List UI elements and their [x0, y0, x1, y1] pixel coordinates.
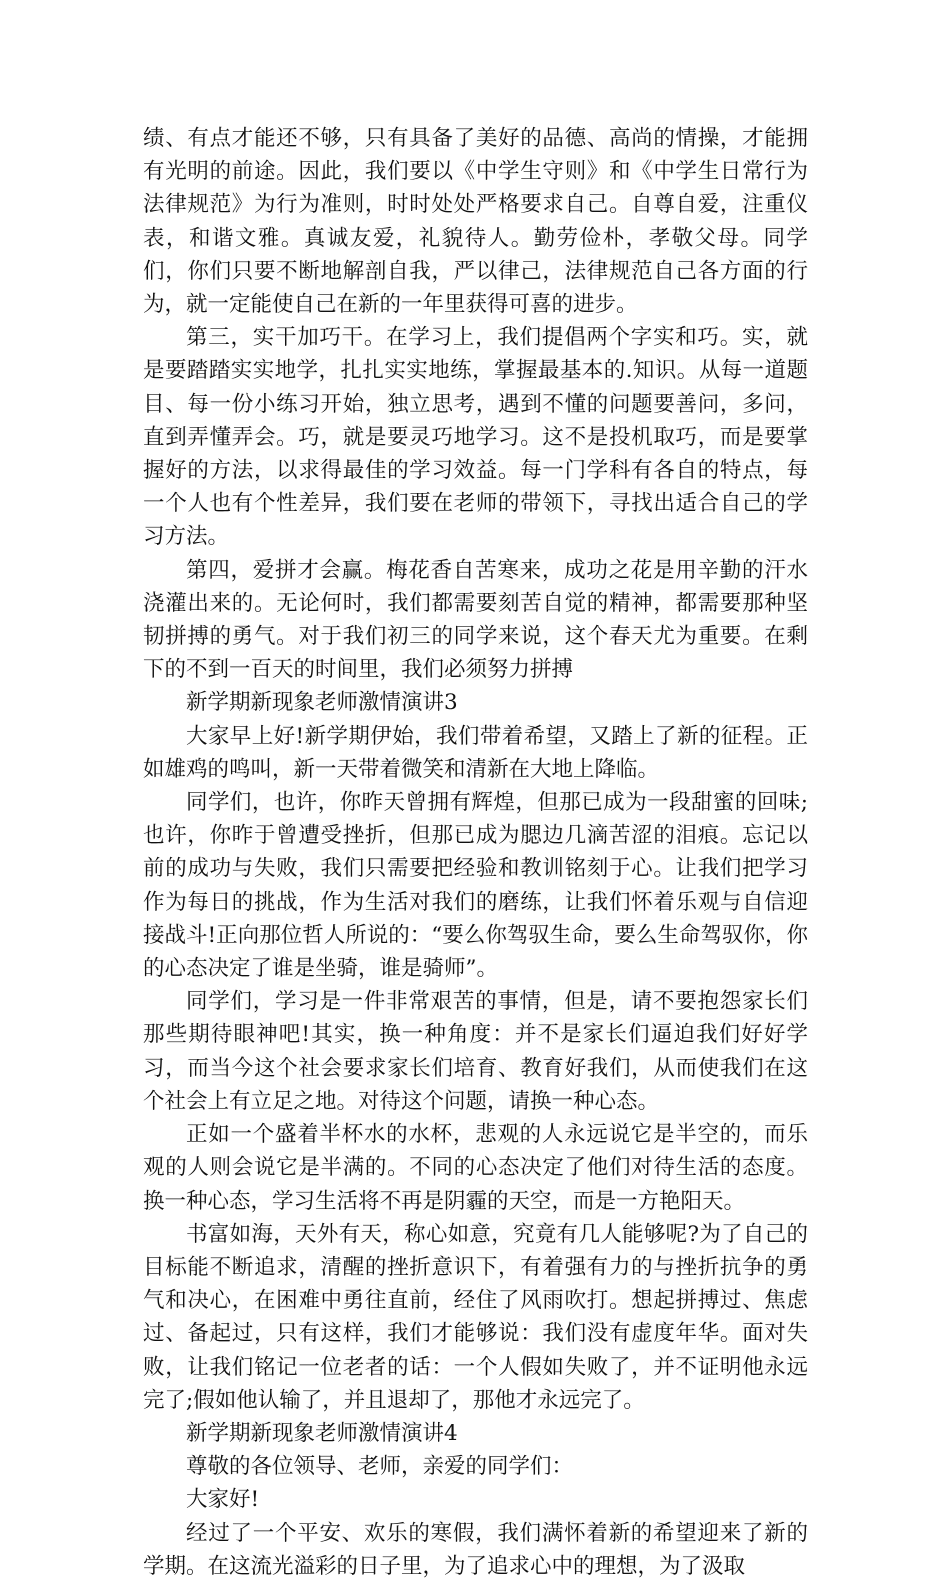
body-paragraph: 绩、有点才能还不够，只有具备了美好的品德、高尚的情操，才能拥有光明的前途。因此，我们要以《中学生守则》和《中学生日常行为法律规范》为行为准则，时时处处严格要求自己。自尊自爱，注重仪表，和谐文雅。真诚友爱，礼貌待人。勤劳俭朴，孝敬父母。同学们，你们只要不断地解剖自我，严以律己，法律规范自己各方面的行为，就一定能使自己在新的一年里获得可喜的进步。: [143, 126, 808, 318]
body-paragraph: 正如一个盛着半杯水的水杯，悲观的人永远说它是半空的，而乐观的人则会说它是半满的。不同的心态决定了他们对待生活的态度。换一种心态，学习生活将不再是阴霾的天空，而是一方艳阳天。: [143, 1122, 808, 1214]
greeting: 大家好!: [186, 1487, 260, 1513]
section-heading: 新学期新现象老师激情演讲4: [186, 1420, 458, 1446]
body-paragraph: 第四，爱拼才会赢。梅花香自苦寒来，成功之花是用辛勤的汗水浇灌出来的。无论何时，我们都需要刻苦自觉的精神，都需要那种坚韧拼搏的勇气。对于我们初三的同学来说，这个春天尤为重要。在剩下的不到一百天的时间里，我们必须努力拼搏: [143, 557, 808, 683]
body-paragraph: 大家早上好!新学期伊始，我们带着希望，又踏上了新的征程。正如雄鸡的鸣叫，新一天带着微笑和清新在大地上降临。: [143, 723, 808, 782]
body-paragraph: 同学们，也许，你昨天曾拥有辉煌，但那已成为一段甜蜜的回味;也许，你昨于曾遭受挫折，但那已成为腮边几滴苦涩的泪痕。忘记以前的成功与失败，我们只需要把经验和教训铭刻于心。让我们把学习作为每日的挑战，作为生活对我们的磨练，让我们怀着乐观与自信迎接战斗!正向那位哲人所说的：“要么你驾驭生命，要么生命驾驭你，你的心态决定了谁是坐骑，谁是骑师”。: [143, 790, 808, 982]
section-heading: 新学期新现象老师激情演讲3: [186, 690, 458, 716]
body-paragraph: 经过了一个平安、欢乐的寒假，我们满怀着新的希望迎来了新的学期。在这流光溢彩的日子里，为了追求心中的理想，为了汲取: [143, 1520, 808, 1579]
body-paragraph: 同学们，学习是一件非常艰苦的事情，但是，请不要抱怨家长们那些期待眼神吧!其实，换一种角度：并不是家长们逼迫我们好好学习，而当今这个社会要求家长们培育、教育好我们，从而使我们在这个社会上有立足之地。对待这个问题，请换一种心态。: [143, 989, 808, 1114]
salutation: 尊敬的各位领导、老师，亲爱的同学们：: [186, 1454, 574, 1480]
body-paragraph: 书富如海，天外有天，称心如意，究竟有几人能够呢?为了自己的目标能不断追求，清醒的挫折意识下，有着强有力的与挫折抗争的勇气和决心，在困难中勇往直前，经住了风雨吹打。想起拼搏过、焦虑过、备起过，只有这样，我们才能够说：我们没有虚度年华。面对失败，让我们铭记一位老者的话：一个人假如失败了，并不证明他永远完了;假如他认输了，并且退却了，那他才永远完了。: [143, 1221, 808, 1413]
body-paragraph: 第三，实干加巧干。在学习上，我们提倡两个字实和巧。实，就是要踏踏实实地学，扎扎实实地练，掌握最基本的.知识。从每一道题目、每一份小练习开始，独立思考，遇到不懂的问题要善问，多问，直到弄懂弄会。巧，就是要灵巧地学习。这不是投机取巧，而是要掌握好的方法，以求得最佳的学习效益。每一门学科有各自的特点，每一个人也有个性差异，我们要在老师的带领下，寻找出适合自己的学习方法。: [143, 325, 808, 550]
document-page: [143, 122, 808, 1583]
